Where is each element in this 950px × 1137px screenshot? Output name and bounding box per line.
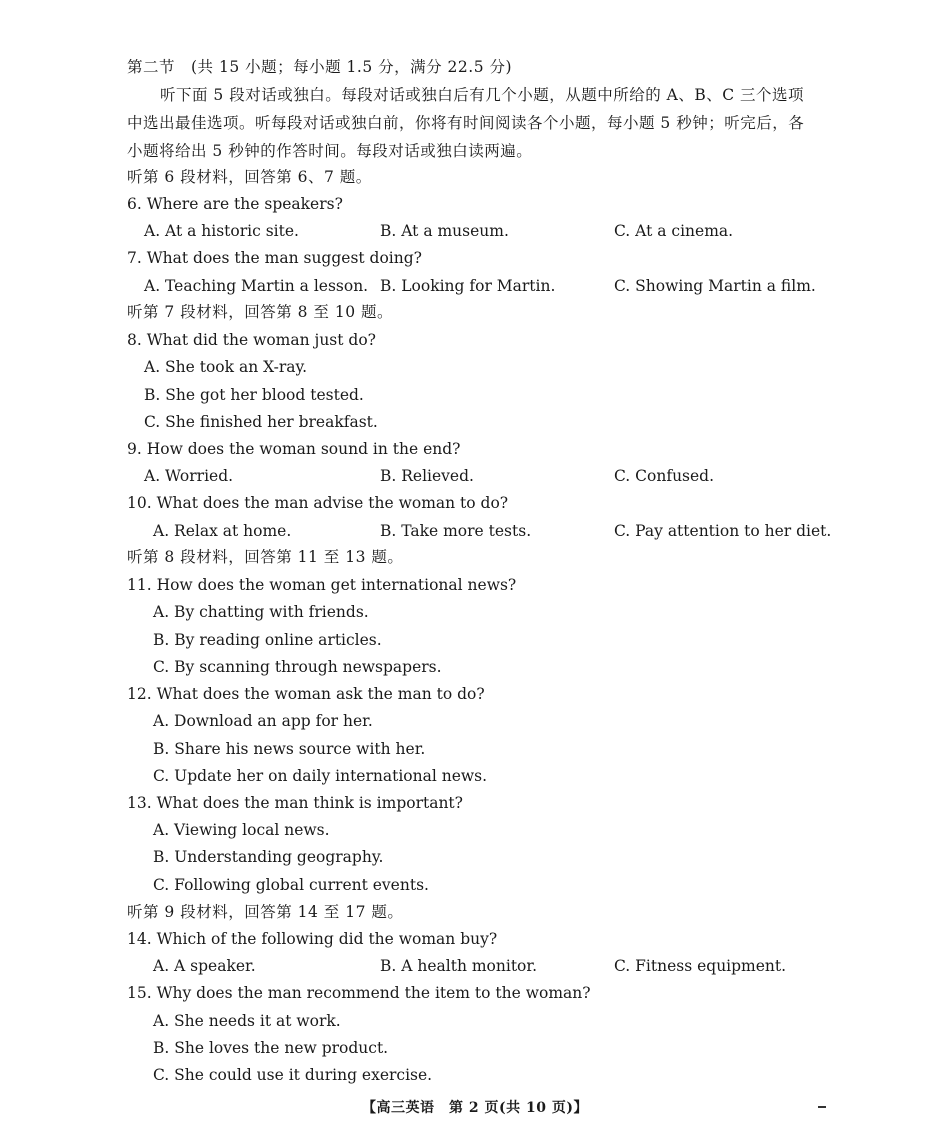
q11-option-c: C. By scanning through newspapers.	[153, 658, 442, 676]
question-stem-12: 12. What does the woman ask the man to do?	[127, 685, 485, 703]
section-intro-line-3: 小题将给出 5 秒钟的作答时间。每段对话或独白读两遍。	[127, 142, 533, 160]
q12-option-b: B. Share his news source with her.	[153, 740, 426, 758]
q13-option-c: C. Following global current events.	[153, 876, 429, 894]
q9-option-c: C. Confused.	[614, 467, 715, 485]
question-stem-9: 9. How does the woman sound in the end?	[127, 440, 461, 458]
q11-option-a: A. By chatting with friends.	[153, 603, 369, 621]
q12-option-c: C. Update her on daily international news.	[153, 767, 488, 785]
corner-mark	[818, 1106, 826, 1108]
question-stem-11: 11. How does the woman get international news?	[127, 576, 517, 594]
q12-option-a: A. Download an app for her.	[153, 712, 373, 730]
q8-option-c: C. She finished her breakfast.	[144, 413, 378, 431]
q7-option-b: B. Looking for Martin.	[380, 277, 556, 295]
group-heading-8: 听第 8 段材料，回答第 11 至 13 题。	[127, 548, 404, 566]
q15-option-b: B. She loves the new product.	[153, 1039, 389, 1057]
question-stem-7: 7. What does the man suggest doing?	[127, 249, 422, 267]
q14-option-c: C. Fitness equipment.	[614, 957, 787, 975]
question-stem-10: 10. What does the man advise the woman to do?	[127, 494, 509, 512]
section-intro-line-2: 中选出最佳选项。听每段对话或独白前，你将有时间阅读各个小题，每小题 5 秒钟；听完后，各	[127, 114, 805, 132]
q10-option-b: B. Take more tests.	[380, 522, 532, 540]
question-stem-13: 13. What does the man think is important?	[127, 794, 463, 812]
q6-option-a: A. At a historic site.	[144, 222, 299, 240]
q7-option-a: A. Teaching Martin a lesson.	[144, 277, 369, 295]
page-footer: 【高三英语 第 2 页(共 10 页)】	[362, 1100, 588, 1116]
q6-option-c: C. At a cinema.	[614, 222, 734, 240]
q15-option-a: A. She needs it at work.	[153, 1012, 341, 1030]
section-intro-line-1: 听下面 5 段对话或独白。每段对话或独白后有几个小题，从题中所给的 A、B、C 三个选项	[160, 86, 805, 104]
q13-option-b: B. Understanding geography.	[153, 848, 384, 866]
section-title: 第二节 (共 15 小题；每小题 1.5 分，满分 22.5 分)	[127, 58, 513, 76]
q14-option-a: A. A speaker.	[153, 957, 256, 975]
q14-option-b: B. A health monitor.	[380, 957, 538, 975]
q8-option-a: A. She took an X-ray.	[144, 358, 308, 376]
question-stem-15: 15. Why does the man recommend the item to the woman?	[127, 984, 591, 1002]
q6-option-b: B. At a museum.	[380, 222, 509, 240]
group-heading-9: 听第 9 段材料，回答第 14 至 17 题。	[127, 903, 404, 921]
group-heading-7: 听第 7 段材料，回答第 8 至 10 题。	[127, 303, 394, 321]
q9-option-a: A. Worried.	[144, 467, 234, 485]
q9-option-b: B. Relieved.	[380, 467, 474, 485]
group-heading-6: 听第 6 段材料，回答第 6、7 题。	[127, 168, 372, 186]
question-stem-14: 14. Which of the following did the woman buy?	[127, 930, 498, 948]
q11-option-b: B. By reading online articles.	[153, 631, 382, 649]
q13-option-a: A. Viewing local news.	[153, 821, 330, 839]
q15-option-c: C. She could use it during exercise.	[153, 1066, 433, 1084]
q10-option-c: C. Pay attention to her diet.	[614, 522, 832, 540]
q10-option-a: A. Relax at home.	[153, 522, 292, 540]
q7-option-c: C. Showing Martin a film.	[614, 277, 816, 295]
q8-option-b: B. She got her blood tested.	[144, 386, 364, 404]
question-stem-8: 8. What did the woman just do?	[127, 331, 376, 349]
question-stem-6: 6. Where are the speakers?	[127, 195, 343, 213]
